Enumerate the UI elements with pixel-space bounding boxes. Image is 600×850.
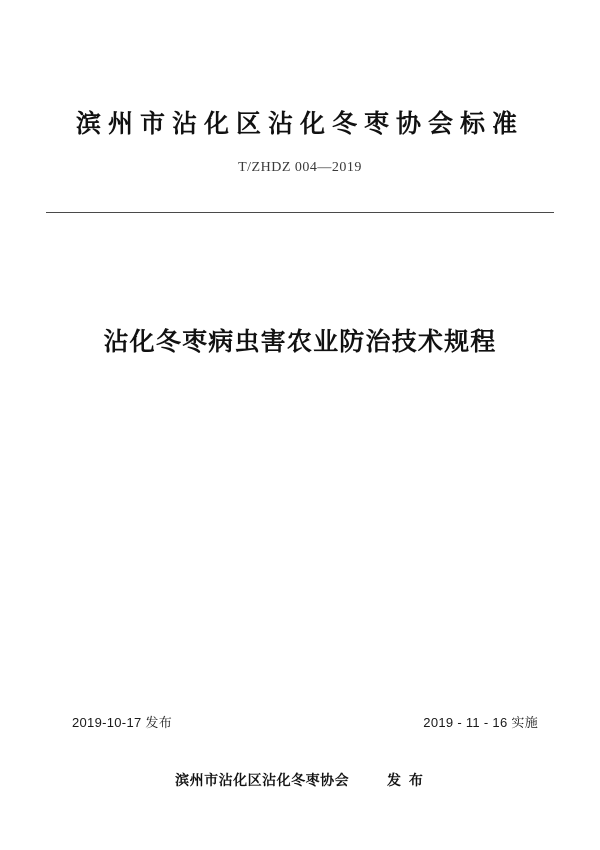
horizontal-divider <box>46 212 554 213</box>
issuer-action: 发 布 <box>387 772 425 788</box>
issue-date: 2019-10-17 发布 <box>72 715 173 730</box>
footer-issuer <box>46 770 554 790</box>
issuer-name: 滨州市沾化区沾化冬枣协会 <box>175 772 350 788</box>
standard-code: T/ZHDZ 004—2019 <box>238 160 362 175</box>
document-title: 沾化冬枣病虫害农业防治技术规程 <box>103 328 497 356</box>
footer-dates <box>46 712 554 731</box>
organization-standard-title: 滨州市沾化区沾化冬枣协会标准 <box>75 111 524 138</box>
effective-date: 2019 - 11 - 16 实施 <box>423 715 538 730</box>
